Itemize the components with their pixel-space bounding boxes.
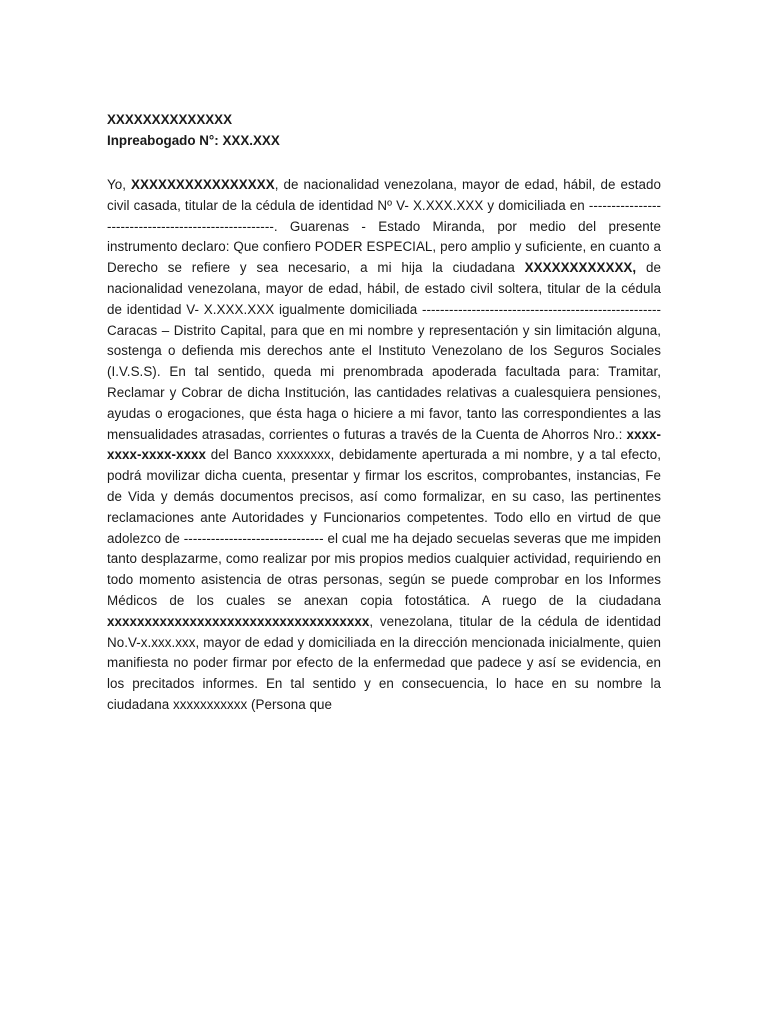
signer-name: xxxxxxxxxxxxxxxxxxxxxxxxxxxxxxxxxxx [107,613,370,629]
account-number: xxxx-xxxx-xxxx-xxxx [107,426,661,463]
attorney-name: XXXXXXXXXXXXXX [107,112,233,127]
paragraph-text-2: , de nacionalidad venezolana, mayor de edad, hábil, de estado civil casada, titular de la cédula de identidad Nº V- X.XXX.XXX y domiciliada en -----------------------------------------------------. Guarenas - Estado Miranda, por medio del presente instrumento declaro: Que confiero PODER ESPECIAL, pero amplio y suficiente, en cuanto a Derecho se refiere y sea necesario, a mi hija la ciudadana [107,177,661,276]
document-page [107,109,661,716]
paragraph-text-3: de nacionalidad venezolana, mayor de edad, hábil, de estado civil soltera, titular de la cédula de identidad V- X.XXX.XXX igualmente domiciliada ----------------------------------------------------- Caracas – Distrito Capital, para que en mi nombre y representación y sin limitación alguna, sostenga o defienda mis derechos ante el Instituto Venezolano de los Seguros Sociales (I.V.S.S). En tal sentido, queda mi prenombrada apoderada facultada para: Tramitar, Reclamar y Cobrar de dicha Institución, las cantidades relativas a cualesquiera pensiones, ayudas o erogaciones, que ésta haga o hiciere a mi favor, tanto las correspondientes a las mensualidades atrasadas, corrientes o futuras a través de la Cuenta de Ahorros Nro.: [107,260,661,442]
paragraph-text-1: Yo, [107,177,132,192]
paragraph-text-5: , venezolana, titular de la cédula de identidad No.V-x.xxx.xxx, mayor de edad y domiciliada en la dirección mencionada inicialmente, quien manifiesta no poder firmar por efecto de la enfermedad que padece y así se evidencia, en los precitados informes. En tal sentido y en consecuencia, lo hace en su nombre la ciudadana xxxxxxxxxxx (Persona que [107,613,661,712]
power-of-attorney-paragraph [107,175,661,716]
paragraph-text-4: del Banco xxxxxxxx, debidamente aperturada a mi nombre, y a tal efecto, podrá movilizar dicha cuenta, presentar y firmar los escritos, comprobantes, instancias, Fe de Vida y demás documentos precisos, así como formalizar, en su caso, las pertinentes reclamaciones ante Autoridades y Funcionarios competentes. Todo ello en virtud de que adolezco de ------------------------------- el cual me ha dejado secuelas severas que me impiden tanto desplazarme, como realizar por mis propios medios cualquier actividad, requiriendo en todo momento asistencia de otras personas, según se puede comprobar en los Informes Médicos de los cuales se anexan copia fotostática. A ruego de la ciudadana [107,447,661,608]
inpreabogado-number: Inpreabogado N°: XXX.XXX [107,133,280,148]
grantor-name: XXXXXXXXXXXXXXXX [131,177,275,192]
daughter-name: XXXXXXXXXXXX, [524,260,637,276]
